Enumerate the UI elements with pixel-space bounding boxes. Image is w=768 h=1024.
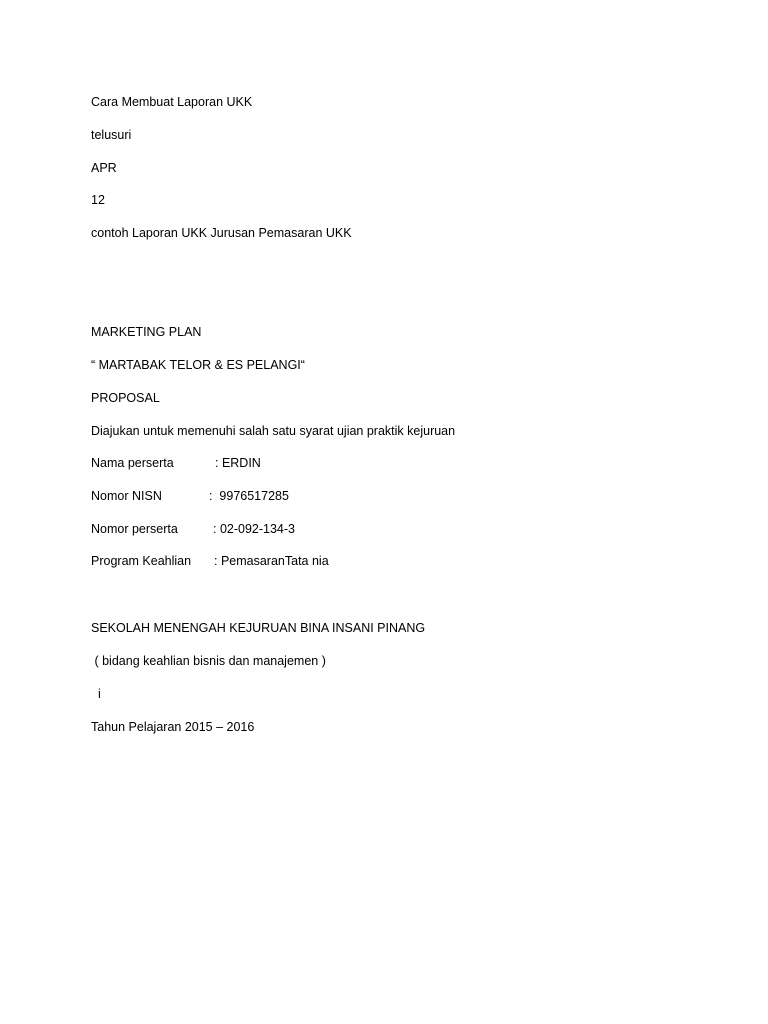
participant-number-row <box>91 522 691 538</box>
post-day: 12 <box>91 193 105 207</box>
school-name: SEKOLAH MENENGAH KEJURUAN BINA INSANI PINANG <box>91 621 426 635</box>
page-mark: i <box>91 687 101 701</box>
browse-link[interactable]: telusuri <box>91 128 132 142</box>
participant-program-value: : PemasaranTata nia <box>214 554 329 568</box>
participant-program-label: Program Keahlian <box>91 554 192 568</box>
academic-year: Tahun Pelajaran 2015 – 2016 <box>91 720 255 734</box>
document-subtitle: contoh Laporan UKK Jurusan Pemasaran UKK <box>91 226 352 240</box>
post-month: APR <box>91 161 117 175</box>
participant-nisn-row <box>91 489 691 505</box>
document-title: Cara Membuat Laporan UKK <box>91 95 253 109</box>
school-field: ( bidang keahlian bisnis dan manajemen ) <box>91 654 326 668</box>
participant-name-row <box>91 456 691 472</box>
participant-number-value: : 02-092-134-3 <box>213 522 296 536</box>
participant-program-row <box>91 554 691 570</box>
participant-name-label: Nama perserta <box>91 456 174 470</box>
product-title: “ MARTABAK TELOR & ES PELANGI“ <box>91 358 305 372</box>
participant-name-value: : ERDIN <box>215 456 261 470</box>
participant-nisn-label: Nomor NISN <box>91 489 162 503</box>
proposal-purpose: Diajukan untuk memenuhi salah satu syarat ujian praktik kejuruan <box>91 424 456 438</box>
participant-nisn-value: : 9976517285 <box>209 489 289 503</box>
participant-number-label: Nomor perserta <box>91 522 178 536</box>
cover-heading: MARKETING PLAN <box>91 325 202 339</box>
document-type: PROPOSAL <box>91 391 160 405</box>
